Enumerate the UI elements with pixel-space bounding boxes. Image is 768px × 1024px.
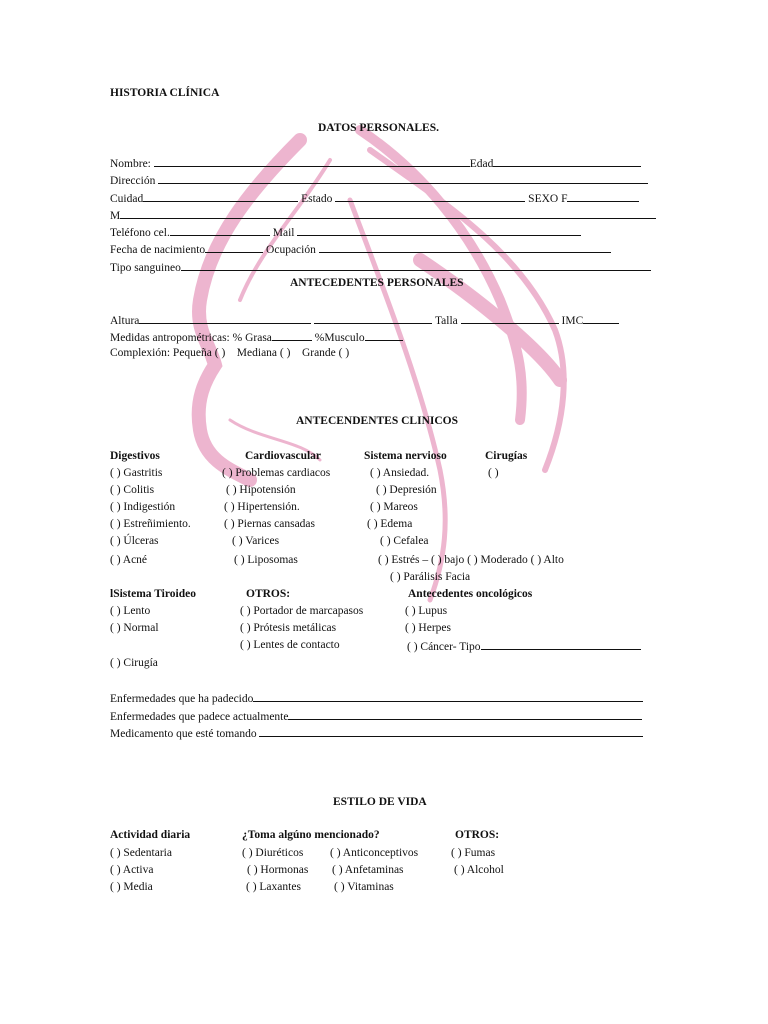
input-fecha[interactable] <box>205 241 263 253</box>
checkbox-estres[interactable]: ( ) Estrés – ( ) bajo ( ) Moderado ( ) Alto <box>378 554 564 566</box>
input-direccion[interactable] <box>158 172 648 184</box>
checkbox-paralisis-facial[interactable]: ( ) Parálisis Facia <box>390 571 471 583</box>
input-mail[interactable] <box>297 224 581 236</box>
label-telefono: Teléfono cel. <box>110 227 170 239</box>
col-digestivos: Digestivos <box>110 450 160 462</box>
input-nombre[interactable] <box>154 155 470 167</box>
checkbox-cirugia[interactable]: ( ) Cirugía <box>110 657 158 669</box>
checkbox-cefalea[interactable]: ( ) Cefalea <box>380 535 429 547</box>
checkbox-ansiedad[interactable]: ( ) Ansiedad. <box>370 467 430 479</box>
col-toma: ¿Toma algúno mencionado? <box>242 829 380 841</box>
row-enf-padecido <box>110 690 643 706</box>
input-enf-actual[interactable] <box>288 708 642 720</box>
label-m: M <box>110 210 121 222</box>
label-mail: Mail <box>272 227 295 239</box>
col-cardiovascular: Cardiovascular <box>245 450 322 462</box>
checkbox-marcapasos[interactable]: ( ) Portador de marcapasos <box>240 605 364 617</box>
row-medicamento <box>110 725 643 741</box>
col-sistema-nervioso: Sistema nervioso <box>364 450 447 462</box>
checkbox-hormonas[interactable]: ( ) Hormonas <box>247 864 309 876</box>
row-fecha <box>110 241 611 257</box>
row-complexion: Complexión: Pequeña ( ) Mediana ( ) Grande ( ) <box>110 347 350 359</box>
checkbox-fumas[interactable]: ( ) Fumas <box>451 847 496 859</box>
input-edad[interactable] <box>493 155 641 167</box>
checkbox-sedentaria[interactable]: ( ) Sedentaria <box>110 847 172 859</box>
row-cuidad <box>110 190 639 206</box>
checkbox-protesis[interactable]: ( ) Prótesis metálicas <box>240 622 337 634</box>
checkbox-mareos[interactable]: ( ) Mareos <box>370 501 418 513</box>
checkbox-lupus[interactable]: ( ) Lupus <box>405 605 448 617</box>
checkbox-tiroideo-lento[interactable]: ( ) Lento <box>110 605 151 617</box>
input-cuidad[interactable] <box>143 190 298 202</box>
checkbox-colitis[interactable]: ( ) Colitis <box>110 484 155 496</box>
label-edad: Edad <box>469 158 494 170</box>
label-ocupacion: Ocupación <box>266 244 316 256</box>
checkbox-alcohol[interactable]: ( ) Alcohol <box>454 864 504 876</box>
checkbox-liposomas[interactable]: ( ) Liposomas <box>234 554 298 566</box>
section-lifestyle: ESTILO DE VIDA <box>333 796 427 808</box>
input-cancer-tipo[interactable] <box>481 638 641 650</box>
checkbox-diureticos[interactable]: ( ) Diuréticos <box>242 847 304 859</box>
input-estado[interactable] <box>335 190 525 202</box>
checkbox-tiroideo-normal[interactable]: ( ) Normal <box>110 622 159 634</box>
input-medicamento[interactable] <box>259 725 643 737</box>
col-estilo-otros: OTROS: <box>455 829 500 841</box>
input-grasa[interactable] <box>272 329 312 341</box>
checkbox-media[interactable]: ( ) Media <box>110 881 153 893</box>
label-enf-padecido: Enfermedades que ha padecido <box>110 693 254 705</box>
label-musculo: %Musculo <box>314 332 365 344</box>
row-altura <box>110 312 619 328</box>
input-enf-padecido[interactable] <box>253 690 643 702</box>
label-medicamento: Medicamento que esté tomando <box>110 728 257 740</box>
checkbox-lentes-contacto[interactable]: ( ) Lentes de contacto <box>240 639 340 651</box>
row-enf-actual <box>110 708 642 724</box>
input-tipo[interactable] <box>181 259 651 271</box>
checkbox-hipertension[interactable]: ( ) Hipertensión. <box>224 501 300 513</box>
document-title: HISTORIA CLÍNICA <box>110 87 220 99</box>
checkbox-laxantes[interactable]: ( ) Laxantes <box>246 881 301 893</box>
label-talla: Talla <box>434 315 458 327</box>
checkbox-cancer[interactable]: ( ) Cáncer- Tipo <box>407 641 481 653</box>
label-fecha: Fecha de nacimiento <box>110 244 206 256</box>
col-cirugias: Cirugías <box>485 450 528 462</box>
section-clinical-history: ANTECENDENTES CLINICOS <box>296 415 458 427</box>
input-talla[interactable] <box>461 312 559 324</box>
checkbox-vitaminas[interactable]: ( ) Vitaminas <box>334 881 394 893</box>
row-direccion <box>110 172 648 188</box>
checkbox-anticonceptivos[interactable]: ( ) Anticonceptivos <box>330 847 419 859</box>
section-personal-data: DATOS PERSONALES. <box>318 122 439 134</box>
col-actividad-diaria: Actividad diaria <box>110 829 191 841</box>
row-cancer <box>407 638 641 654</box>
row-medidas <box>110 329 403 345</box>
checkbox-ulceras[interactable]: ( ) Úlceras <box>110 535 159 547</box>
label-grasa: Medidas antropométricas: % Grasa <box>110 332 272 344</box>
label-nombre: Nombre: <box>110 158 151 170</box>
checkbox-gastritis[interactable]: ( ) Gastritis <box>110 467 163 479</box>
input-sexo-f[interactable] <box>567 190 639 202</box>
checkbox-activa[interactable]: ( ) Activa <box>110 864 154 876</box>
input-altura[interactable] <box>139 312 311 324</box>
label-altura: Altura <box>110 315 140 327</box>
input-musculo[interactable] <box>365 329 403 341</box>
checkbox-hipotension[interactable]: ( ) Hipotensión <box>226 484 296 496</box>
checkbox-herpes[interactable]: ( ) Herpes <box>405 622 451 634</box>
label-direccion: Dirección <box>110 175 156 187</box>
checkbox-edema[interactable]: ( ) Edema <box>367 518 413 530</box>
label-imc: IMC <box>561 315 584 327</box>
col-otros: OTROS: <box>246 588 291 600</box>
checkbox-acne[interactable]: ( ) Acné <box>110 554 148 566</box>
input-imc[interactable] <box>583 312 619 324</box>
label-estado: Estado <box>301 193 333 205</box>
checkbox-indigestion[interactable]: ( ) Indigestión <box>110 501 176 513</box>
label-cuidad: Cuidad <box>110 193 144 205</box>
input-sexo-m[interactable] <box>120 207 656 219</box>
col-antecedentes-oncologicos: Antecedentes oncológicos <box>408 588 533 600</box>
checkbox-estrenimiento[interactable]: ( ) Estreñimiento. <box>110 518 191 530</box>
col-sistema-tiroideo: lSistema Tiroideo <box>110 588 196 600</box>
row-nombre <box>110 155 641 171</box>
section-personal-history: ANTECEDENTES PERSONALES <box>290 277 464 289</box>
checkbox-problemas-cardiacos[interactable]: ( ) Problemas cardiacos <box>222 467 331 479</box>
label-enf-actual: Enfermedades que padece actualmente <box>110 711 289 723</box>
row-m <box>110 207 656 223</box>
row-telefono <box>110 224 581 240</box>
checkbox-anfetaminas[interactable]: ( ) Anfetaminas <box>332 864 404 876</box>
input-telefono[interactable] <box>170 224 270 236</box>
label-sexo: SEXO F <box>528 193 568 205</box>
checkbox-depresion[interactable]: ( ) Depresión <box>376 484 437 496</box>
input-altura-extra[interactable] <box>314 312 432 324</box>
input-ocupacion[interactable] <box>319 241 611 253</box>
row-tipo <box>110 259 651 275</box>
checkbox-piernas-cansadas[interactable]: ( ) Piernas cansadas <box>224 518 316 530</box>
label-tipo: Tipo sanguineo <box>110 262 181 274</box>
checkbox-varices[interactable]: ( ) Varices <box>232 535 280 547</box>
checkbox-cirugias[interactable]: ( ) <box>488 467 499 479</box>
